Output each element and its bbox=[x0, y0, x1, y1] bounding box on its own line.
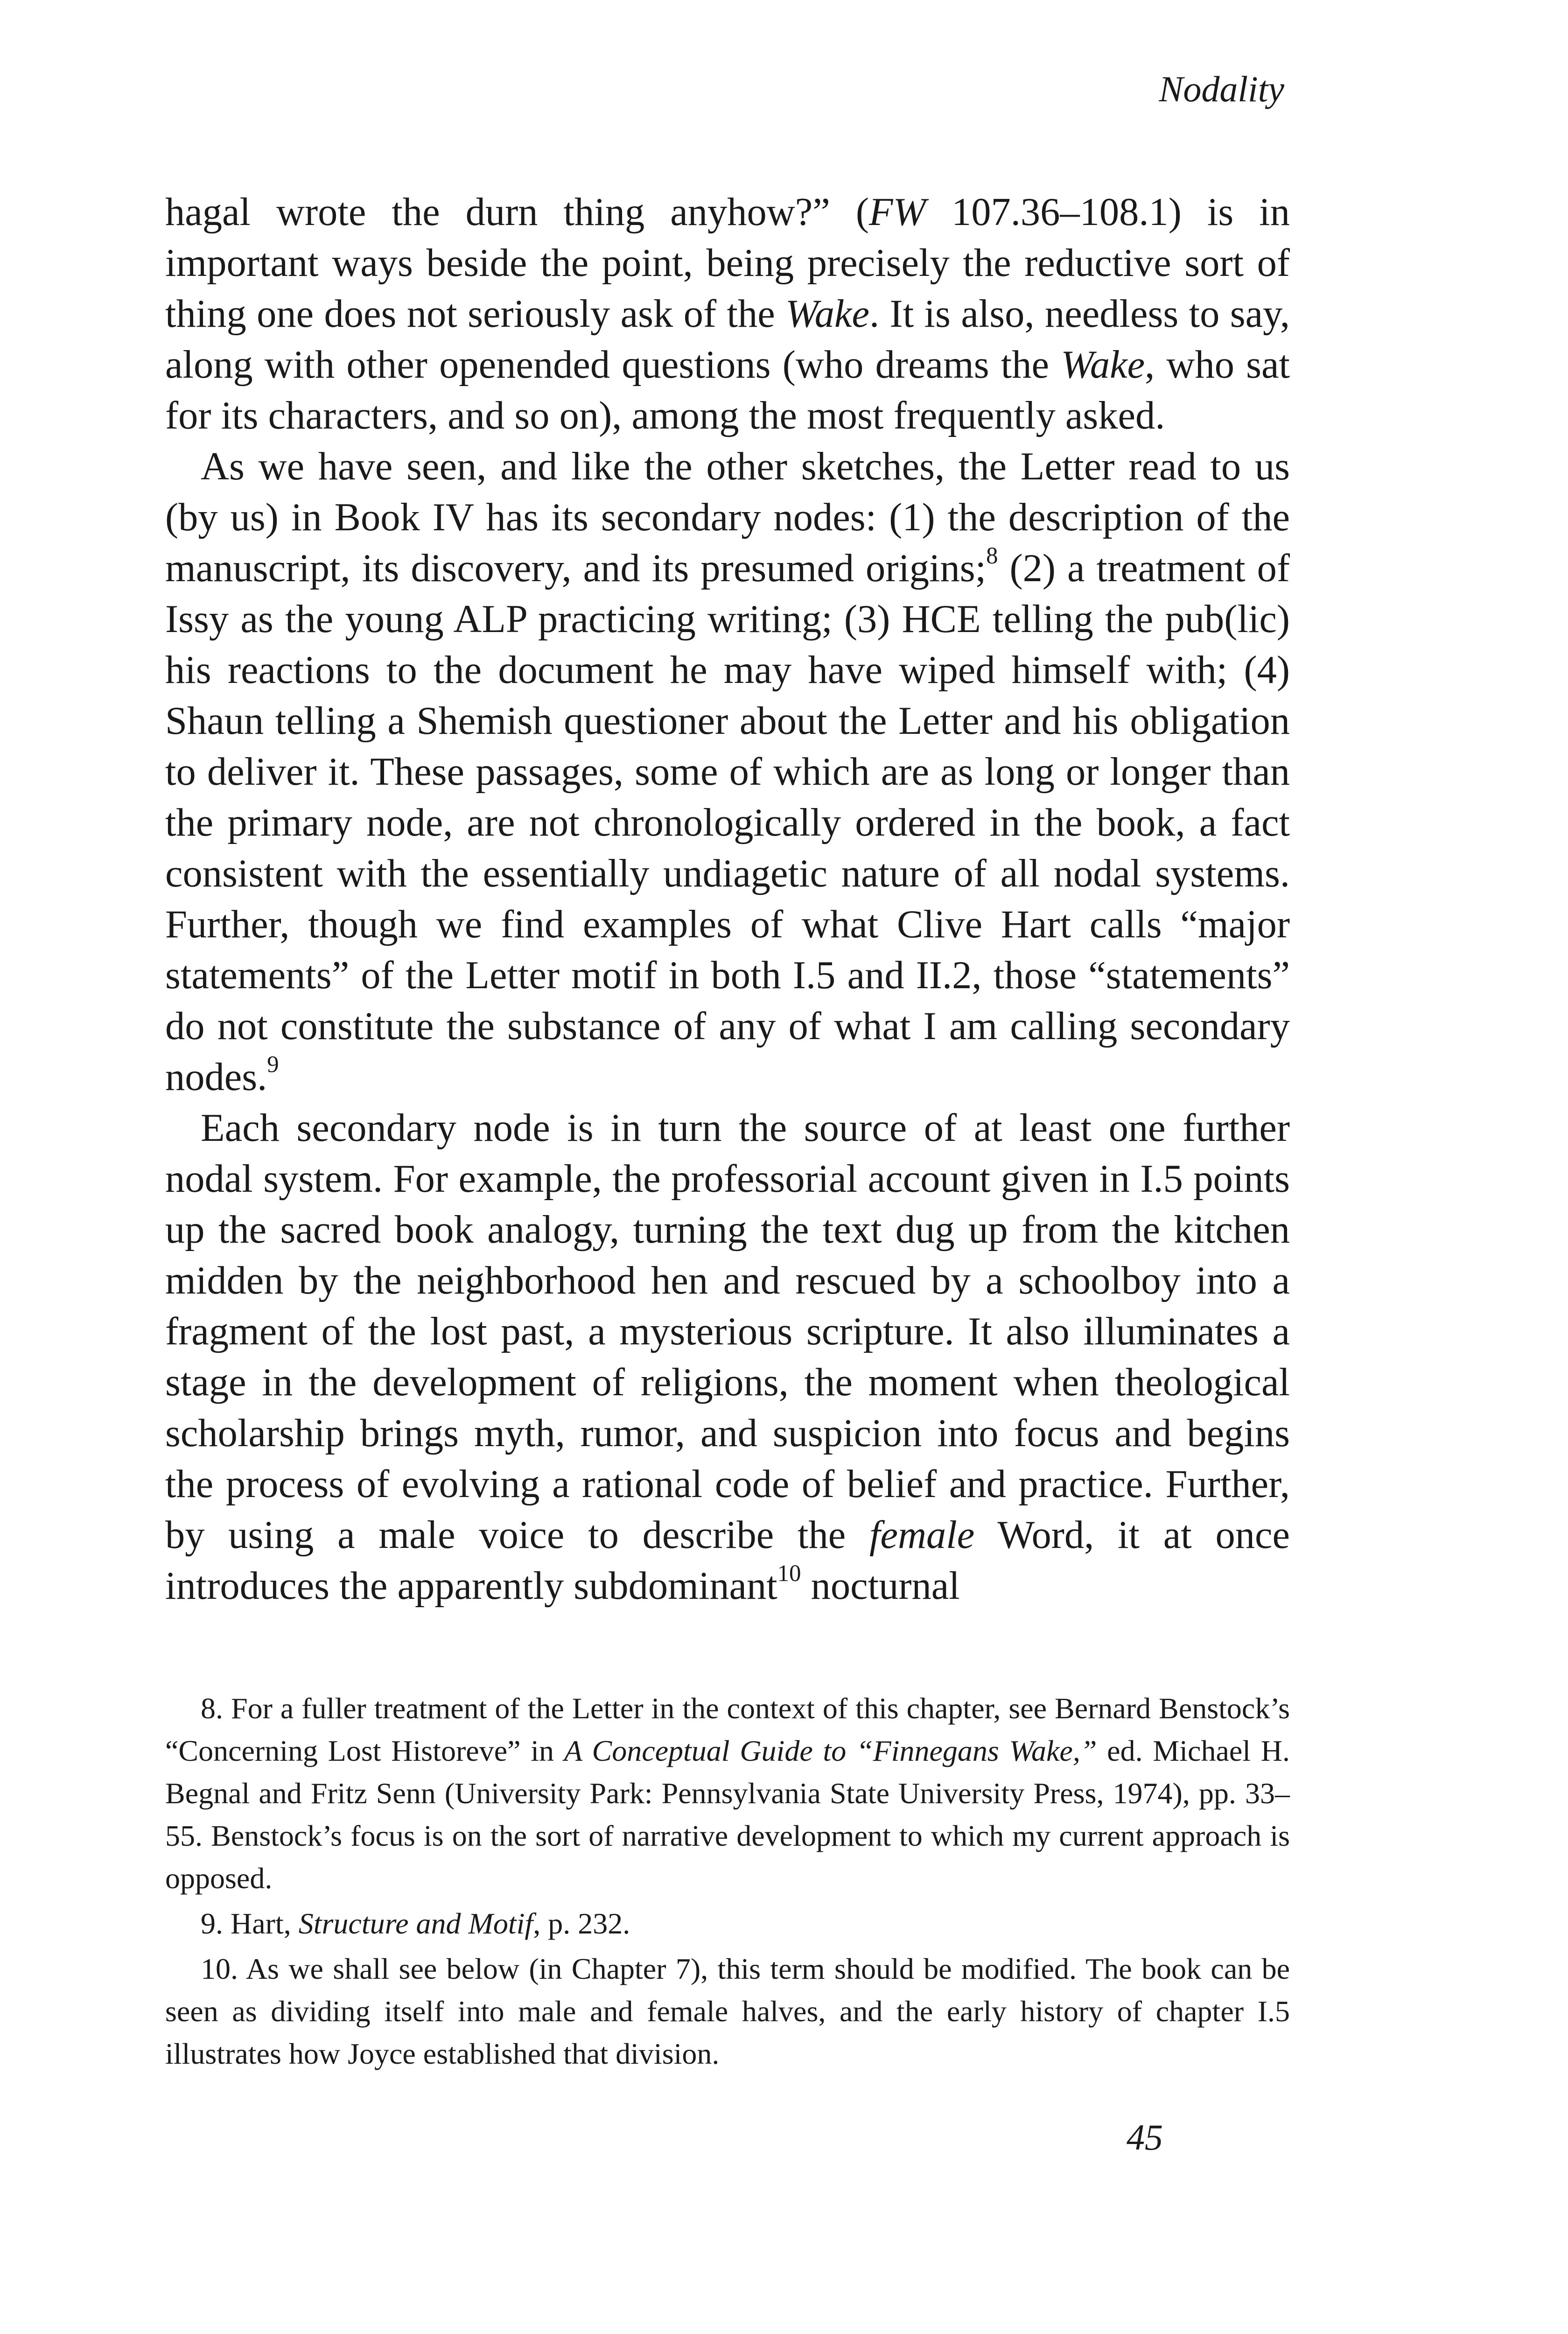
text-run: 10. As we shall see below (in Chapter 7), this term should be modified. The book can be seen as dividing itself into male and female halves, and the early history of chapter I.5 illustrates how Joyce established that division. bbox=[165, 1952, 1290, 2070]
footnote-ref-10[interactable]: 10 bbox=[777, 1560, 801, 1586]
footnote-10 bbox=[165, 1947, 1290, 2075]
footnotes bbox=[165, 1687, 1290, 2075]
running-head: Nodality bbox=[1159, 69, 1284, 109]
footnote-ref-9[interactable]: 9 bbox=[267, 1051, 279, 1077]
text-run: nocturnal bbox=[801, 1564, 960, 1608]
italic-run: A Conceptual Guide to “Finnegans Wake,” bbox=[564, 1734, 1097, 1767]
text-run: hagal wrote the durn thing anyhow?” ( bbox=[165, 190, 869, 234]
italic-run: Wake bbox=[1061, 343, 1145, 387]
footnote-8 bbox=[165, 1687, 1290, 1899]
text-run: ed. Michael H. Begnal and Fritz Senn (University Park: Pennsylvania State University Press, 1974), pp. 33–55. Benstock’s focus is on the sort of narrative development to which my current approach is opposed. bbox=[165, 1734, 1290, 1895]
text-run: , p. 232. bbox=[533, 1907, 630, 1940]
italic-run: Wake bbox=[785, 292, 870, 336]
italic-run: female bbox=[869, 1513, 975, 1557]
text-run: 9. Hart, bbox=[201, 1907, 299, 1940]
body-text bbox=[165, 187, 1290, 1611]
italic-run: FW bbox=[868, 190, 926, 234]
text-run: 8. For a fuller treatment of the Letter in the context of this chapter, see Bernard Benstock’s “Concerning Lost Historeve” in bbox=[165, 1692, 1290, 1767]
page-number: 45 bbox=[1127, 2117, 1163, 2158]
paragraph-1 bbox=[165, 187, 1290, 441]
text-run: As we have seen, and like the other sketches, the Letter read to us (by us) in Book IV has its secondary nodes: (1) the description of the manuscript, its discovery, and its presumed origins; bbox=[165, 445, 1290, 590]
paragraph-3 bbox=[165, 1103, 1290, 1611]
text-run: (2) a treatment of Issy as the young ALP practicing writing; (3) HCE telling the pub(lic) his reactions to the document he may have wiped himself with; (4) Shaun telling a Shemish questioner about the Letter and his obligation to deliver it. These passages, some of which are as long or longer than the primary node, are not chronologically ordered in the book, a fact consistent with the essentially undiagetic nature of all nodal systems. Further, though we find examples of what Clive Hart calls “major statements” of the Letter motif in both I.5 and II.2, those “statements” do not constitute the substance of any of what I am calling secondary nodes. bbox=[165, 547, 1290, 1099]
footnote-ref-8[interactable]: 8 bbox=[986, 542, 998, 569]
text-run: , who sat for its characters, and so on), among the most frequently asked. bbox=[165, 343, 1290, 437]
text-run: Each secondary node is in turn the source of at least one further nodal system. For example, the professorial account given in I.5 points up the sacred book analogy, turning the text dug up from the kitchen midden by the neighborhood hen and rescued by a schoolboy into a fragment of the lost past, a mysterious scripture. It also illuminates a stage in the development of religions, the moment when theological scholarship brings myth, rumor, and suspicion into focus and begins the process of evolving a rational code of belief and practice. Further, by using a male voice to describe the bbox=[165, 1106, 1290, 1557]
text-run: . It is also, needless to say, along with other openended questions (who dreams the bbox=[165, 292, 1290, 387]
paragraph-2 bbox=[165, 441, 1290, 1103]
footnote-9 bbox=[165, 1902, 1290, 1945]
text-run: Word, it at once introduces the apparently subdominant bbox=[165, 1513, 1290, 1608]
text-run: 107.36–108.1) is in important ways beside the point, being precisely the reductive sort of thing one does not seriously ask of the bbox=[165, 190, 1290, 336]
italic-run: Structure and Motif bbox=[298, 1907, 533, 1940]
